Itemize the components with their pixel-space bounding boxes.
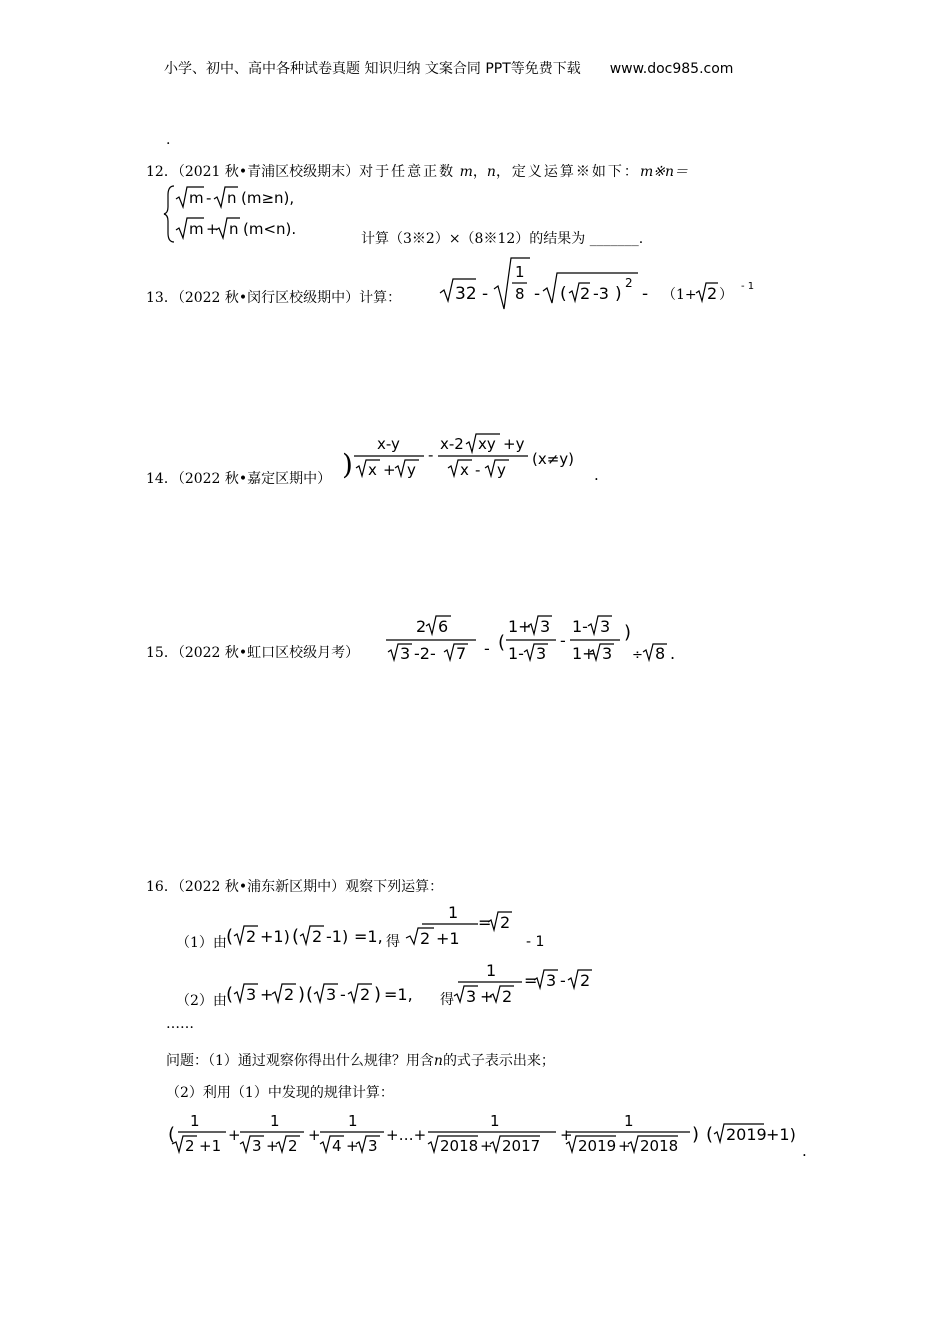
- svg-text:x-2: x-2: [440, 435, 464, 453]
- question-16-part2: （2）利用（1）中发现的规律计算：: [166, 1085, 394, 1101]
- svg-text:3: 3: [602, 644, 613, 663]
- question-12-line2: [361, 228, 643, 248]
- step-2-label: （2）由: [176, 993, 227, 1009]
- svg-text:n: n: [229, 220, 239, 238]
- svg-text:.: .: [670, 644, 676, 663]
- svg-text:1: 1: [190, 1112, 200, 1130]
- svg-text:3: 3: [252, 1137, 262, 1155]
- svg-text:+: +: [618, 1137, 631, 1155]
- svg-text:2: 2: [416, 617, 427, 636]
- svg-text:2: 2: [580, 971, 591, 990]
- svg-text:=1,: =1,: [384, 985, 413, 1004]
- svg-text:xy: xy: [478, 435, 496, 453]
- svg-text:4: 4: [332, 1137, 342, 1155]
- svg-text:1: 1: [490, 1112, 500, 1130]
- svg-text:-: -: [428, 446, 434, 464]
- svg-text:-: -: [560, 631, 566, 650]
- question-source: （2021 秋•青浦区校级期末）: [177, 164, 360, 180]
- svg-text:- 1: - 1: [741, 281, 755, 292]
- svg-text:1: 1: [624, 1112, 634, 1130]
- math-expression-13: [438, 255, 768, 311]
- svg-text:-2-: -2-: [414, 644, 436, 663]
- svg-text:2: 2: [502, 987, 513, 1006]
- header-text: 小学、初中、高中各种试卷真题 知识归纳 文案合同 PPT等免费下载: [164, 61, 581, 77]
- svg-text:3: 3: [546, 971, 557, 990]
- svg-text:+: +: [480, 1137, 493, 1155]
- svg-text:(x≠y): (x≠y): [532, 450, 575, 468]
- svg-text:x-y: x-y: [377, 435, 400, 453]
- svg-text:(m≥n),: (m≥n),: [241, 189, 295, 207]
- svg-text:得: 得: [386, 934, 400, 950]
- svg-text:2: 2: [707, 284, 718, 303]
- question-text: 的式子表示出来；: [442, 1053, 555, 1069]
- svg-text:1: 1: [348, 1112, 358, 1130]
- question-16: [146, 876, 443, 896]
- svg-text:3: 3: [536, 644, 547, 663]
- question-number: 16．: [146, 879, 178, 895]
- math-expression-14: [340, 428, 610, 488]
- svg-text:-: -: [642, 284, 649, 304]
- svg-text:-: -: [534, 284, 541, 304]
- ellipsis: ……: [166, 1016, 194, 1032]
- svg-text:2018: 2018: [440, 1137, 479, 1155]
- question-14: [146, 468, 331, 488]
- svg-text:3: 3: [326, 985, 337, 1004]
- final-expression: [168, 1106, 828, 1164]
- svg-text:+: +: [560, 1126, 573, 1144]
- svg-text:): ): [342, 448, 353, 481]
- svg-text:3: 3: [466, 987, 477, 1006]
- svg-text:+: +: [206, 220, 219, 238]
- svg-text:2: 2: [185, 1137, 195, 1155]
- period: .: [638, 231, 644, 247]
- question-number: 14．: [146, 471, 178, 487]
- svg-text:2: 2: [625, 276, 633, 290]
- svg-text:-: -: [560, 971, 566, 990]
- svg-text:2: 2: [360, 985, 371, 1004]
- variable-m: m: [459, 164, 473, 180]
- svg-text:): ): [615, 284, 622, 304]
- svg-text:1: 1: [515, 263, 525, 281]
- question-source: （2022 秋•浦东新区期中）: [177, 879, 346, 895]
- svg-text:2: 2: [246, 927, 257, 946]
- svg-text:2: 2: [500, 913, 511, 932]
- svg-text:+: +: [266, 1137, 279, 1155]
- piecewise-definition: [162, 183, 362, 245]
- svg-text:2: 2: [580, 284, 591, 303]
- svg-text:): ): [692, 1124, 700, 1145]
- question-number: 13．: [146, 290, 178, 306]
- svg-text:(: (: [226, 926, 234, 947]
- variable-n: n: [486, 164, 496, 180]
- svg-text:3: 3: [368, 1137, 378, 1155]
- question-16-part1: [166, 1050, 555, 1070]
- question-13: [146, 287, 401, 307]
- svg-text:3: 3: [246, 985, 257, 1004]
- question-15: [146, 642, 359, 662]
- svg-text:-: -: [482, 284, 489, 304]
- svg-text:1-: 1-: [572, 617, 588, 636]
- svg-text:(: (: [306, 984, 314, 1005]
- svg-text:): ): [374, 984, 382, 1005]
- svg-text:1: 1: [270, 1112, 280, 1130]
- svg-text:(: (: [168, 1124, 176, 1145]
- question-text: 计算（3※2）×（8※12）的结果为: [361, 231, 586, 247]
- svg-text:8: 8: [515, 285, 525, 303]
- svg-text:+1): +1): [766, 1125, 796, 1144]
- answer-blank[interactable]: _______: [589, 231, 639, 247]
- svg-text:+1): +1): [260, 927, 290, 946]
- svg-text:2019: 2019: [578, 1137, 617, 1155]
- variable-n: n: [433, 1053, 443, 1069]
- step-1-label: （1）由: [176, 935, 227, 951]
- svg-text:(: (: [560, 284, 567, 304]
- svg-text:=: =: [524, 971, 538, 990]
- question-number: 15．: [146, 645, 178, 661]
- svg-text:1+: 1+: [508, 617, 532, 636]
- comma: ，: [472, 164, 487, 180]
- question-text: 观察下列运算：: [345, 879, 444, 895]
- svg-text:(: (: [706, 1124, 714, 1145]
- question-12-line1: [146, 161, 688, 181]
- svg-text:2017: 2017: [502, 1137, 541, 1155]
- svg-text:-: -: [484, 639, 490, 658]
- svg-text:y: y: [407, 461, 416, 479]
- svg-text:(: (: [292, 926, 300, 947]
- definition-lhs: m※n＝: [639, 164, 688, 180]
- svg-text:+1: +1: [199, 1137, 222, 1155]
- svg-text:3: 3: [600, 617, 611, 636]
- question-source: （2022 秋•闵行区校级期中）: [177, 290, 360, 306]
- svg-text:+: +: [228, 1126, 241, 1144]
- question-text: ，定义运算※如下：: [495, 164, 640, 180]
- svg-text:): ): [298, 984, 306, 1005]
- svg-text:+: +: [383, 461, 396, 479]
- svg-text:.: .: [594, 466, 599, 484]
- question-source: （2022 秋•嘉定区期中）: [177, 471, 332, 487]
- svg-text:7: 7: [456, 644, 467, 663]
- step-1-expression: [226, 902, 556, 952]
- svg-text:2019: 2019: [726, 1125, 767, 1144]
- svg-text:-: -: [340, 985, 346, 1004]
- svg-text:1: 1: [448, 903, 459, 922]
- question-text: 问题：（1）通过观察你得出什么规律？用含: [166, 1053, 434, 1069]
- svg-text:+: +: [480, 987, 494, 1006]
- svg-text:(m<n).: (m<n).: [243, 220, 297, 238]
- question-source: （2022 秋•虹口区校级月考）: [177, 645, 360, 661]
- svg-text:1+: 1+: [572, 644, 596, 663]
- svg-text:m: m: [189, 220, 204, 238]
- svg-text:- 1: - 1: [526, 934, 545, 950]
- svg-text:）: ）: [719, 287, 733, 303]
- svg-text:32: 32: [455, 284, 477, 304]
- svg-text:+1: +1: [436, 929, 460, 948]
- header-url[interactable]: www.doc985.com: [609, 61, 734, 77]
- question-text: 计算：: [359, 290, 402, 306]
- svg-text:3: 3: [540, 617, 551, 636]
- svg-text:2: 2: [312, 927, 323, 946]
- svg-text:+…+: +…+: [386, 1126, 427, 1144]
- svg-text:n: n: [227, 189, 237, 207]
- svg-text:+y: +y: [503, 435, 525, 453]
- svg-text:2: 2: [288, 1137, 298, 1155]
- svg-text:=1,: =1,: [354, 927, 383, 946]
- svg-text:y: y: [497, 461, 506, 479]
- header-banner: [164, 58, 733, 78]
- svg-text:m: m: [189, 189, 204, 207]
- svg-text:2: 2: [420, 929, 431, 948]
- svg-text:3: 3: [400, 644, 411, 663]
- svg-text:(: (: [226, 984, 234, 1005]
- svg-text:x: x: [368, 461, 377, 479]
- stray-dot: .: [166, 132, 171, 148]
- svg-text:.: .: [802, 1142, 807, 1160]
- svg-text:得: 得: [440, 992, 454, 1008]
- step-2-expression: [226, 960, 606, 1010]
- svg-text:(: (: [498, 632, 506, 653]
- svg-text:-3: -3: [593, 284, 609, 303]
- question-number: 12．: [146, 164, 178, 180]
- svg-text:): ): [624, 622, 632, 643]
- question-text: 对于任意正数: [359, 164, 456, 180]
- svg-text:-: -: [206, 189, 212, 207]
- svg-text:2: 2: [284, 985, 295, 1004]
- svg-text:x: x: [460, 461, 469, 479]
- svg-text:1: 1: [486, 961, 497, 980]
- svg-text:1-: 1-: [508, 644, 524, 663]
- svg-text:2018: 2018: [640, 1137, 679, 1155]
- svg-text:÷: ÷: [632, 648, 643, 663]
- svg-text:+: +: [308, 1126, 321, 1144]
- math-expression-15: [384, 610, 684, 666]
- svg-text:-1): -1): [326, 927, 349, 946]
- svg-text:8: 8: [655, 644, 666, 663]
- svg-text:-: -: [475, 461, 481, 479]
- svg-text:=: =: [478, 913, 492, 932]
- svg-text:（1+: （1+: [662, 287, 697, 303]
- svg-text:6: 6: [438, 617, 449, 636]
- svg-text:+: +: [346, 1137, 359, 1155]
- svg-text:+: +: [260, 985, 274, 1004]
